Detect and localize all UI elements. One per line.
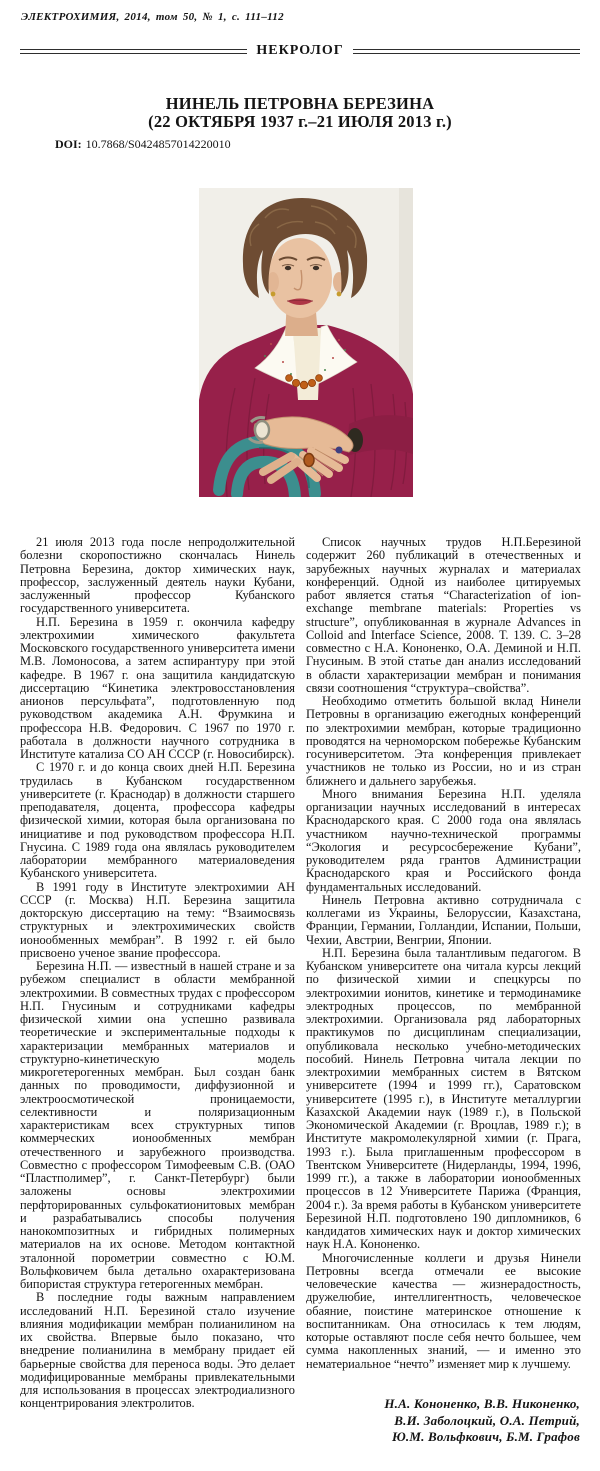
doi-value: 10.7868/S0424857014220010 — [85, 137, 231, 151]
paragraph: Список научных трудов Н.П.Березиной содержит 260 публикаций в отечественных и зарубежных научных журналах и материалах конференций. Одной из наиболее цитируемых работ является статья “Characterization of ion-exchange membrane materials: Properties vs structure”, опубликованная в журнале Advances in Colloid and Interface Science, 2008. Т. 139. С. 3–28 совместно с Н.А. Кононенко, О.А. Деминой и Н.П. Гнусиным. В этой статье дан анализ исследований в области характеризации мембран и понимания связи соотношения “структура–свойства”. — [306, 535, 581, 695]
paragraph: 21 июля 2013 года после непродолжительной болезни скоропостижно скончалась Нинель Петровна Березина, доктор химических наук, профессор, заслуженный деятель науки Кубани, заслуженный профессор Кубанского государственного университета. — [20, 535, 295, 616]
paragraph: В 1991 году в Институте электрохимии АН СССР (г. Москва) Н.П. Березина защитила докторскую диссертацию на тему: “Взаимосвязь структурных и электрохимических свойств ионообменных мембран”. В 1992 г. ей было присвоено ученое звание профессора. — [20, 879, 295, 960]
divider-rule-left — [20, 49, 247, 54]
paragraph: Нинель Петровна активно сотрудничала с коллегами из Украины, Белоруссии, Казахстана, Франции, Германии, Голландии, Испании, Польши, Чехии, Австрии, Венгрии, Японии. — [306, 892, 581, 947]
signature-block — [384, 1396, 580, 1446]
paragraph: Березина Н.П. — известный в нашей стране и за рубежом специалист в области мембранной электрохимии. В совместных трудах с профессором Н.П. Гнусиным и сотрудниками кафедры физической химии она успешно развивала теоретические и экспериментальные подходы к характеризации мембранных материалов и структурно-кинетическую модель микрогетерогенных мембран. Был создан банк данных по проводимости, диффузионной и электроосмотической проницаемости, селективности и поляризационным характеристикам всех структурных типов коммерческих ионообменных мембран отечественного и зарубежного производства. Совместно с профессором Тимофеевым С.В. (ОАО “Пластполимер”, г. Санкт-Петербург) были заложены основы электрохимии перфторированных сульфокатионитовых мембран и разрабатывались способы получения нанокомпозитных и гибридных полимерных материалов на их основе. Методом контактной эталонной порометрии совместно с Ю.М. Вольфковичем была детально охарактеризована бипористая структура гетерогенных мембран. — [20, 959, 295, 1291]
section-title: НЕКРОЛОГ — [256, 43, 344, 58]
paragraph: Н.П. Березина в 1959 г. окончила кафедру электрохимии химического факультета Московского государственного университета имени М.В. Ломоносова, а затем аспирантуру при этой кафедре. В 1967 г. она защитила кандидатскую диссертацию “Кинетика электровосстановления анионов персульфата”, подготовленную под руководством академика А.Н. Фрумкина и профессора Н.В. Федорович. С 1967 по 1970 г. работала в должности научного сотрудника в Институте катализа СО АН СССР (г. Новосибирск). — [20, 614, 295, 761]
article-title-name: НИНЕЛЬ ПЕТРОВНА БЕРЕЗИНА — [165, 94, 435, 113]
paragraph: Необходимо отметить большой вклад Нинели Петровны в организацию ежегодных конференций по электрохимии мембран, которые традиционно проводятся на черноморском побережье Кубанским госуниверситетом. Эта конференция привлекает участников не только из России, но и из стран ближнего и дальнего зарубежья. — [306, 694, 581, 788]
article-title-dates: (22 ОКТЯБРЯ 1937 г.–21 ИЮЛЯ 2013 г.) — [148, 111, 452, 131]
portrait-photo — [199, 188, 413, 497]
article-title — [0, 95, 600, 130]
article-body — [20, 536, 581, 1411]
divider-rule-right — [353, 49, 580, 54]
portrait-photo-illustration — [199, 188, 413, 497]
paragraph: Многочисленные коллеги и друзья Нинели Петровны всегда отмечали ее высокие человеческие качества — жизнерадостность, дружелюбие, интеллигентность, человеческое обаяние, поистине материнское отношение к воспитанникам. Она относилась к тем людям, которые оставляют после себя нечто большее, чем сумма накопленных знаний, — и именно это нематериальное “нечто” изменяет мир к лучшему. — [306, 1250, 581, 1371]
doi-line — [55, 137, 231, 152]
left-column — [20, 536, 295, 1411]
signature-line: Н.А. Кононенко, В.В. Никоненко, — [384, 1396, 580, 1411]
paragraph: Н.П. Березина была талантливым педагогом. В Кубанском университете она читала курсы лекций по физической химии и спецкурсы по электрохимии ионитов, кинетике и термодинамике электродных процессов, по мембранной электрохимии. Организовала ряд лабораторных практикумов по дисциплинам специализации, опубликовала несколько учебно-методических пособий. Нинель Петровна читала лекции по электрохимии мембранных систем в Вятском университете (1994 и 1999 гг.), Саратовском университете (1995 г.), в Институте металлургии Казахской Академии наук (1989 г.), в Польской Экономической Академии (г. Вроцлав, 1989 г.); в Институте макромолекулярной химии (г. Прага, 1993 г.). Была приглашенным профессором в Твентском Университете (Нидерланды, 1994, 1996, 1999 гг.), а также в лаборатории ионообменных процессов в 12 Университете Парижа (Франция, 2004 г.). За время работы в Кубанском университете Березиной Н.П. подготовлено 190 дипломников, 6 кандидатов химических наук и доктор химических наук Н.А. Кононенко. — [306, 945, 581, 1252]
paragraph: Много внимания Березина Н.П. уделяла организации научных исследований в интересах Краснодарского края. С 2000 года она являлась участником научно-технической программы “Экология и ресурсосбережение Кубани”, руководителем ряда грантов Администрации Краснодарского края и Российского фонда фундаментальных исследований. — [306, 786, 581, 894]
journal-citation-line: ЭЛЕКТРОХИМИЯ, 2014, том 50, № 1, с. 111–112 — [21, 11, 284, 23]
right-column — [306, 536, 581, 1411]
paragraph: В последние годы важным направлением исследований Н.П. Березиной стало изучение влияния модификации мембран полианилином на их свойства. Впервые было показано, что внедрение полианилина в мембрану придает ей барьерные свойства для переноса воды. Это делает модифицированные мембраны привлекательными для использования в процессах электродиализного концентрирования электролитов. — [20, 1290, 295, 1411]
signature-line: В.И. Заболоцкий, О.А. Петрий, — [394, 1412, 580, 1428]
signature-line: Ю.М. Вольфкович, Б.М. Графов — [391, 1429, 580, 1444]
paragraph: С 1970 г. и до конца своих дней Н.П. Березина трудилась в Кубанском государственном университете (г. Краснодар) в должности старшего преподавателя, доцента, профессора кафедры физической химии, которая была организована по инициативе и под руководством профессора Н.П. Гнусина. С 1989 года она являлась руководителем лаборатории мембранного материаловедения Кубанского университета. — [20, 760, 295, 881]
doi-label: DOI: — [55, 137, 82, 151]
section-divider — [20, 43, 580, 59]
